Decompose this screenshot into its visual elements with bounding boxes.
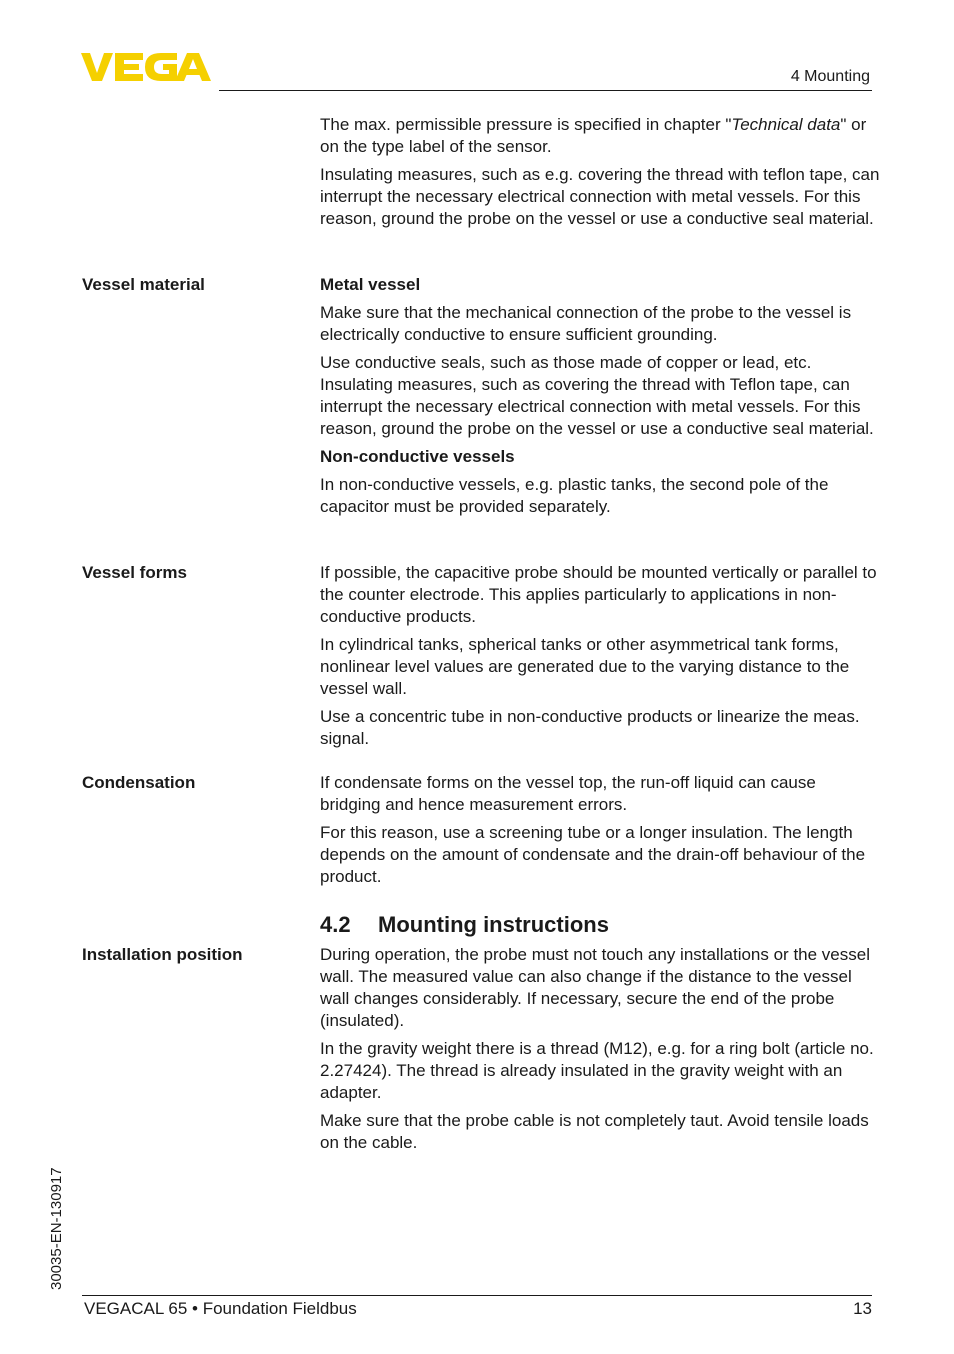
- vega-logo: [81, 51, 211, 83]
- footer-divider: [82, 1295, 872, 1296]
- intro-paragraph-1: The max. permissible pressure is specified in chapter "Technical data" or on the type label of the sensor.: [320, 115, 867, 156]
- installation-paragraph-1: During operation, the probe must not touch any installations or the vessel wall. The measured value can also change if the distance to the vessel wall changes considerably. If necessary, secure the end of the probe (insulated).: [320, 945, 870, 1030]
- vessel-forms-paragraph-1: If possible, the capacitive probe should be mounted vertically or parallel to the counter electrode. This applies particularly to applications in non-conductive products.: [320, 563, 877, 626]
- page-number: 13: [853, 1299, 872, 1318]
- metal-vessel-heading: Metal vessel: [320, 275, 421, 294]
- technical-data-reference: Technical data: [731, 115, 841, 134]
- installation-paragraph-2: In the gravity weight there is a thread (M12), e.g. for a ring bolt (article no. 2.27424). The thread is already insulated in the gravity weight with an adapter.: [320, 1039, 874, 1102]
- vessel-material-text: [320, 274, 880, 524]
- vessel-forms-text: [320, 562, 880, 756]
- condensation-paragraph-2: For this reason, use a screening tube or a longer insulation. The length depends on the amount of condensate and the drain-off behaviour of the product.: [320, 823, 866, 886]
- installation-paragraph-3: Make sure that the probe cable is not completely taut. Avoid tensile loads on the cable.: [320, 1111, 869, 1152]
- non-conductive-heading: Non-conductive vessels: [320, 447, 515, 466]
- label-vessel-material: Vessel material: [82, 275, 205, 294]
- header-section-title: 4 Mounting: [790, 68, 870, 85]
- metal-vessel-paragraph-2: Use conductive seals, such as those made of copper or lead, etc. Insulating measures, such as covering the thread with Teflon tape, can interrupt the necessary electrical connection with metal vessels. For this reason, ground the probe on the vessel or use a conductive seal material.: [320, 353, 874, 438]
- intro-paragraph-2: Insulating measures, such as e.g. covering the thread with teflon tape, can interrupt the necessary electrical connection with metal vessels. For this reason, ground the probe on the vessel or use a conductive seal material.: [320, 165, 880, 228]
- vessel-forms-paragraph-2: In cylindrical tanks, spherical tanks or other asymmetrical tank forms, nonlinear level values are generated due to the varying distance to the vessel wall.: [320, 635, 850, 698]
- vessel-forms-paragraph-3: Use a concentric tube in non-conductive products or linearize the meas. signal.: [320, 707, 860, 748]
- label-installation-position: Installation position: [82, 945, 243, 964]
- installation-position-text: [320, 944, 880, 1160]
- label-vessel-forms: Vessel forms: [82, 563, 187, 582]
- metal-vessel-paragraph-1: Make sure that the mechanical connection of the probe to the vessel is electrically conductive to ensure sufficient grounding.: [320, 303, 852, 344]
- non-conductive-paragraph: In non-conductive vessels, e.g. plastic tanks, the second pole of the capacitor must be provided separately.: [320, 475, 829, 516]
- header-divider: [219, 90, 872, 91]
- section-heading: [320, 911, 609, 939]
- section-title: Mounting instructions: [378, 912, 609, 937]
- condensation-text: [320, 772, 880, 894]
- label-condensation: Condensation: [82, 773, 196, 792]
- footer-product-title: VEGACAL 65 • Foundation Fieldbus: [84, 1299, 357, 1318]
- section-number: 4.2: [320, 912, 351, 937]
- intro-text: [320, 114, 880, 236]
- condensation-paragraph-1: If condensate forms on the vessel top, the run-off liquid can cause bridging and hence measurement errors.: [320, 773, 816, 814]
- document-code: 30035-EN-130917: [48, 1167, 65, 1290]
